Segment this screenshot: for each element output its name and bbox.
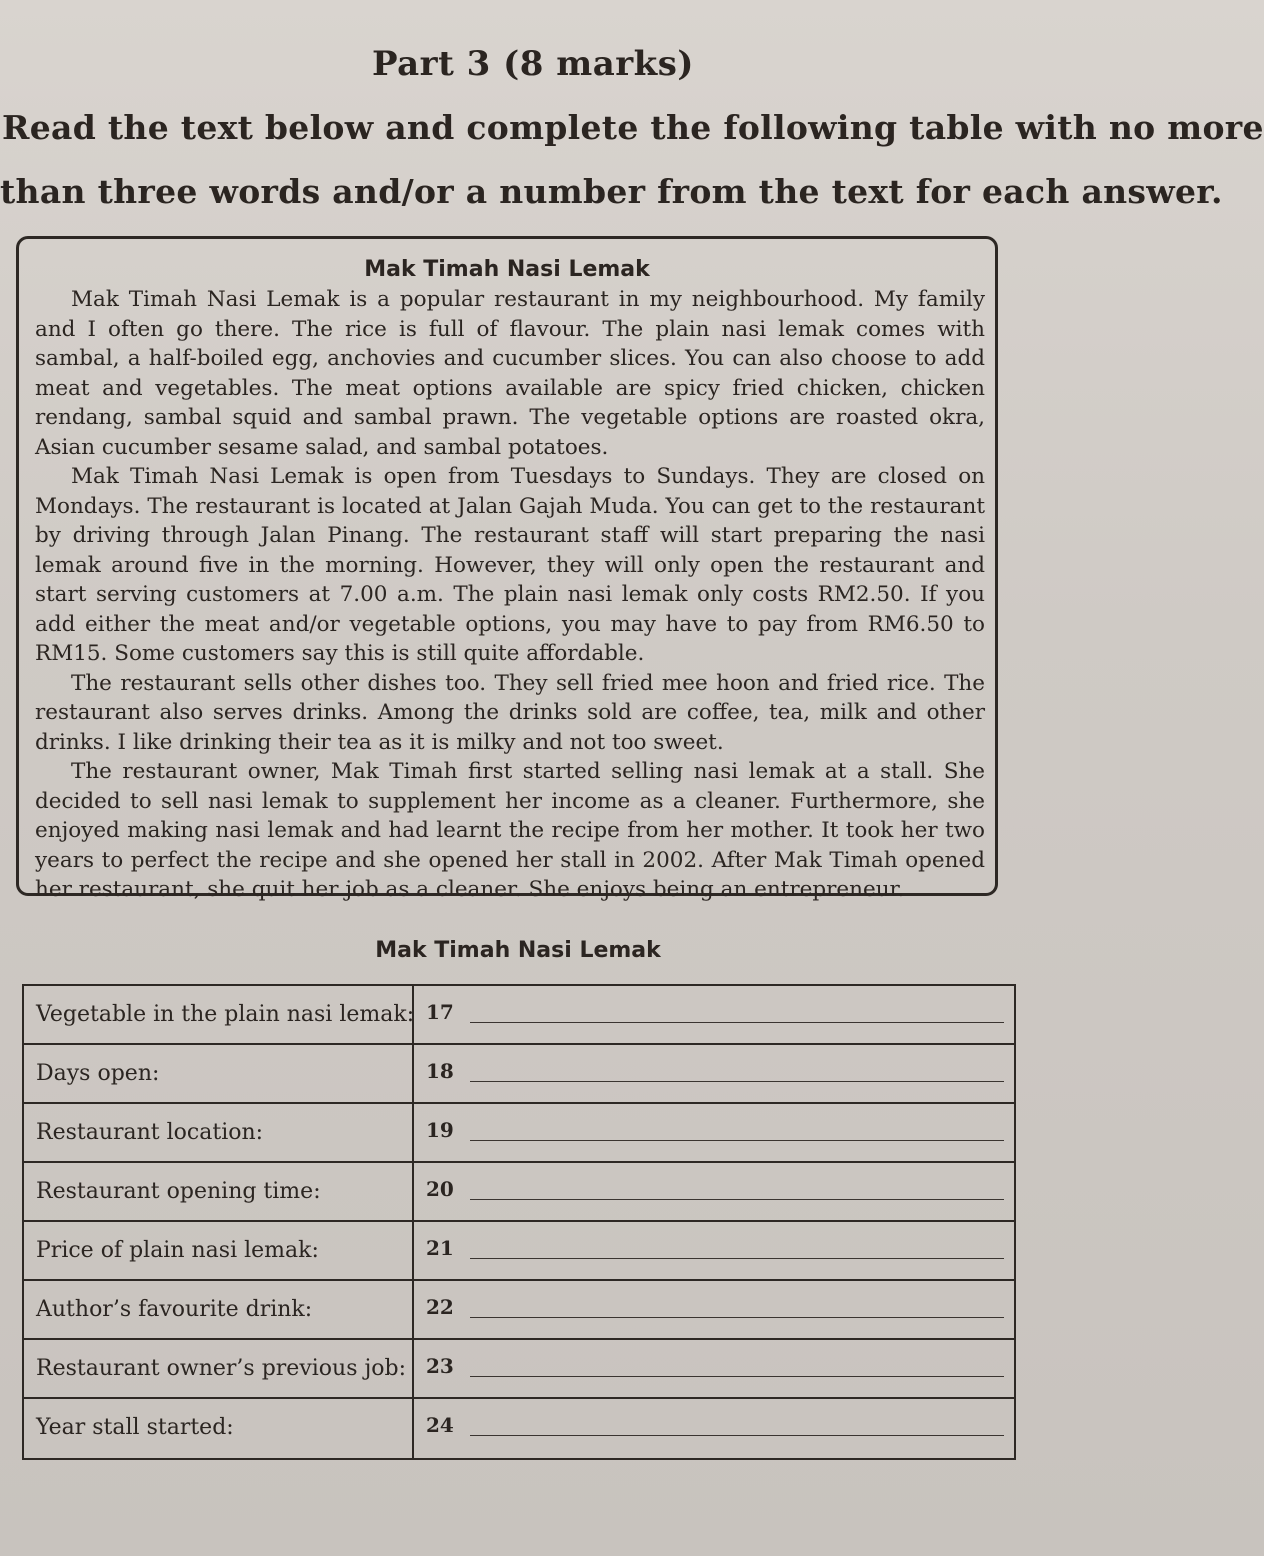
passage-paragraph-2: Mak Timah Nasi Lemak is open from Tuesdays to Sundays. They are closed on Mondays. The restaurant is located at Jalan Gajah Muda. You can get to the restaurant by driving through Jalan Pinang. The restaurant staff will start preparing the nasi lemak around five in the morning. However, they will only open the restaurant and start serving customers at 7.00 a.m. The plain nasi lemak only costs RM2.50. If you add either the meat and/or vegetable options, you may have to pay from RM6.50 to RM15. Some customers say this is still quite affordable. xyxy=(35,464,985,666)
row-label: Year stall started: xyxy=(36,1415,234,1440)
answer-blank[interactable] xyxy=(470,1376,1004,1377)
question-number: 19 xyxy=(426,1118,454,1142)
answer-table xyxy=(22,984,1016,1460)
row-divider xyxy=(412,1399,414,1458)
table-row xyxy=(24,1045,1014,1104)
table-row xyxy=(24,1163,1014,1222)
question-number: 20 xyxy=(426,1177,454,1201)
part-heading: Part 3 (8 marks) xyxy=(372,44,694,84)
answer-blank[interactable] xyxy=(470,1140,1004,1141)
table-row xyxy=(24,1281,1014,1340)
row-divider xyxy=(412,1045,414,1102)
table-row xyxy=(24,1399,1014,1458)
row-divider xyxy=(412,1281,414,1338)
row-divider xyxy=(412,1222,414,1279)
question-number: 18 xyxy=(426,1059,454,1083)
row-divider xyxy=(412,1104,414,1161)
row-label: Restaurant owner’s previous job: xyxy=(36,1356,407,1381)
table-row xyxy=(24,1222,1014,1281)
passage-text xyxy=(35,285,985,905)
row-label: Vegetable in the plain nasi lemak: xyxy=(36,1002,415,1027)
row-label: Restaurant location: xyxy=(36,1120,264,1145)
row-label: Author’s favourite drink: xyxy=(36,1297,313,1322)
table-row xyxy=(24,1104,1014,1163)
instruction-line-1: Read the text below and complete the following table with no more xyxy=(2,108,1264,147)
answer-blank[interactable] xyxy=(470,1317,1004,1318)
row-divider xyxy=(412,1163,414,1220)
answer-blank[interactable] xyxy=(470,1199,1004,1200)
question-number: 23 xyxy=(426,1354,454,1378)
row-label: Price of plain nasi lemak: xyxy=(36,1238,319,1263)
answer-blank[interactable] xyxy=(470,1022,1004,1023)
question-number: 21 xyxy=(426,1236,454,1260)
passage-paragraph-3: The restaurant sells other dishes too. They sell fried mee hoon and fried rice. The restaurant also serves drinks. Among the drinks sold are coffee, tea, milk and other drinks. I like drinking their tea as it is milky and not too sweet. xyxy=(35,670,985,755)
row-label: Restaurant opening time: xyxy=(36,1179,321,1204)
question-number: 22 xyxy=(426,1295,454,1319)
question-number: 17 xyxy=(426,1000,454,1024)
answer-blank[interactable] xyxy=(470,1258,1004,1259)
reading-passage-box xyxy=(16,236,998,902)
row-label: Days open: xyxy=(36,1061,160,1086)
answer-blank[interactable] xyxy=(470,1081,1004,1082)
answer-blank[interactable] xyxy=(470,1435,1004,1436)
instruction-line-2: than three words and/or a number from the text for each answer. xyxy=(0,172,1223,211)
row-divider xyxy=(412,1340,414,1397)
passage-title: Mak Timah Nasi Lemak xyxy=(364,257,650,282)
row-divider xyxy=(412,986,414,1043)
passage-paragraph-4: The restaurant owner, Mak Timah first started selling nasi lemak at a stall. She decided to sell nasi lemak to supplement her income as a cleaner. Furthermore, she enjoyed making nasi lemak and had learnt the recipe from her mother. It took her two years to perfect the recipe and she opened her stall in 2002. After Mak Timah opened her restaurant, she quit her job as a cleaner. She enjoys being an entrepreneur. xyxy=(35,759,985,902)
table-title: Mak Timah Nasi Lemak xyxy=(375,938,661,963)
passage-paragraph-1: Mak Timah Nasi Lemak is a popular restaurant in my neighbourhood. My family and I often go there. The rice is full of flavour. The plain nasi lemak comes with sambal, a half-boiled egg, anchovies and cucumber slices. You can also choose to add meat and vegetables. The meat options available are spicy fried chicken, chicken rendang, sambal squid and sambal prawn. The vegetable options are roasted okra, Asian cucumber sesame salad, and sambal potatoes. xyxy=(35,287,985,460)
table-row xyxy=(24,1340,1014,1399)
question-number: 24 xyxy=(426,1413,454,1437)
table-row xyxy=(24,986,1014,1045)
